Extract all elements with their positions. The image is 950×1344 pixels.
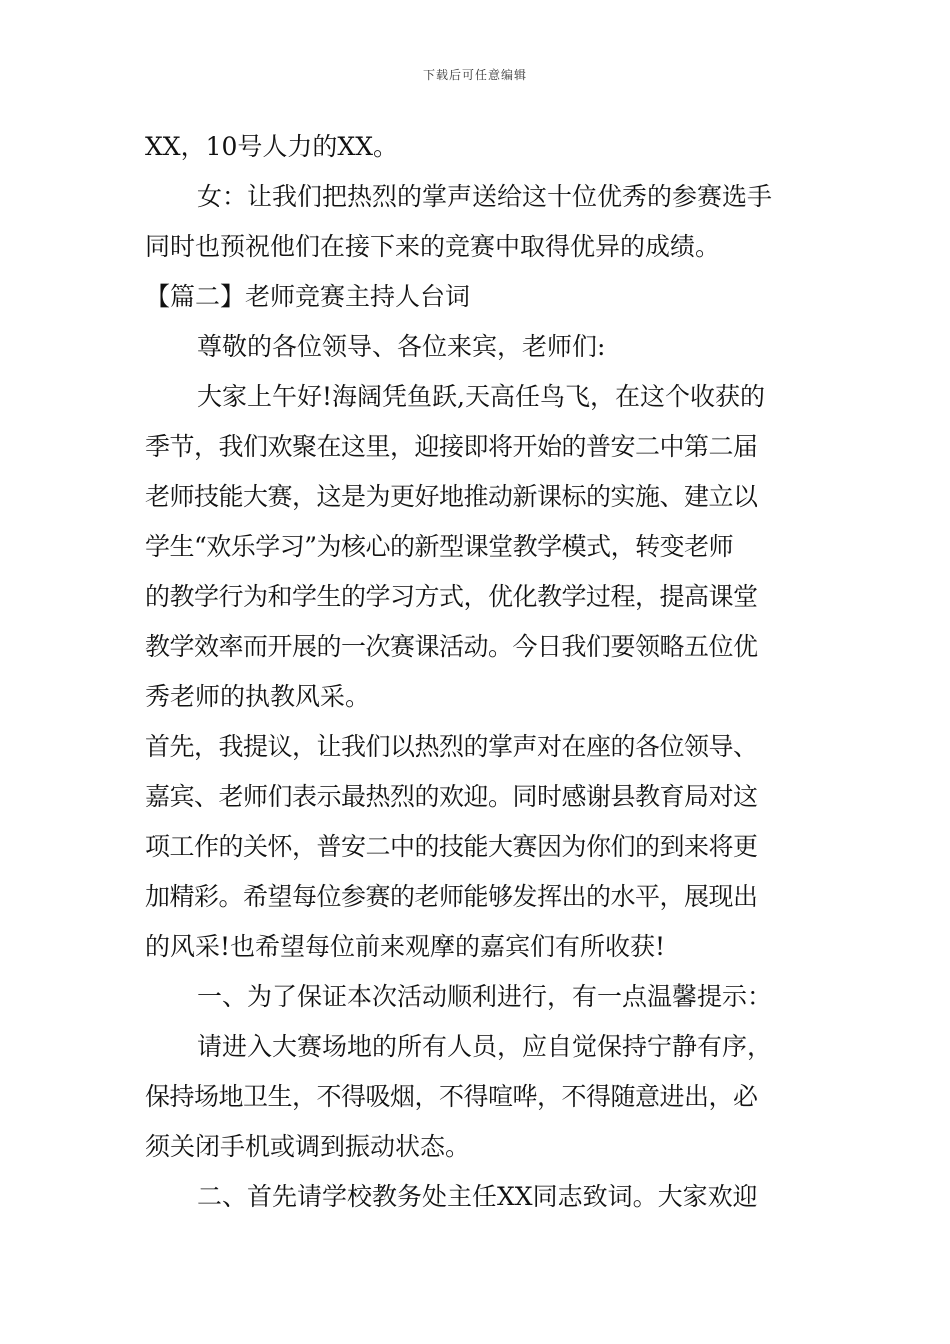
text-line: 的风采!也希望每位前来观摩的嘉宾们有所收获!: [145, 932, 666, 961]
text-line: 请进入大赛场地的所有人员，应自觉保持宁静有序，: [197, 1032, 773, 1061]
text-line: 季节，我们欢聚在这里，迎接即将开始的普安二中第二届: [145, 432, 758, 461]
page-header: 下载后可任意编辑: [422, 68, 527, 82]
text-line: 首先，我提议，让我们以热烈的掌声对在座的各位领导、: [145, 732, 758, 761]
text-line: 同时也预祝他们在接下来的竞赛中取得优异的成绩。: [145, 232, 721, 261]
text-line: 教学效率而开展的一次赛课活动。今日我们要领略五位优: [145, 632, 758, 661]
text-line: 二、首先请学校教务处主任XX同志致词。大家欢迎: [197, 1182, 758, 1211]
text-line: 须关闭手机或调到振动状态。: [145, 1132, 471, 1161]
text-line: 的教学行为和学生的学习方式，优化教学过程，提高课堂: [145, 582, 758, 611]
text-line: 保持场地卫生，不得吸烟，不得喧哗，不得随意进出，必: [145, 1082, 758, 1111]
text-line: XX，10号人力的XX。: [145, 132, 399, 161]
section-heading: 【篇二】老师竞赛主持人台词: [145, 282, 471, 311]
text-line: 女：让我们把热烈的掌声送给这十位优秀的参赛选手: [197, 182, 773, 211]
text-line: 加精彩。希望每位参赛的老师能够发挥出的水平，展现出: [145, 882, 758, 911]
text-line: 尊敬的各位领导、各位来宾，老师们:: [197, 332, 606, 361]
text-line: 项工作的关怀，普安二中的技能大赛因为你们的到来将更: [145, 832, 758, 861]
text-line: 大家上午好!海阔凭鱼跃,天高任鸟飞，在这个收获的: [197, 382, 765, 411]
text-line: 嘉宾、老师们表示最热烈的欢迎。同时感谢县教育局对这: [145, 782, 758, 811]
text-line: 老师技能大赛，这是为更好地推动新课标的实施、建立以: [145, 482, 758, 511]
text-line: 学生“欢乐学习”为核心的新型课堂教学模式，转变老师: [145, 532, 734, 561]
document-body: [145, 122, 810, 1222]
text-line: 秀老师的执教风采。: [145, 682, 371, 711]
text-line: 一、为了保证本次活动顺利进行，有一点温馨提示：: [197, 982, 773, 1011]
